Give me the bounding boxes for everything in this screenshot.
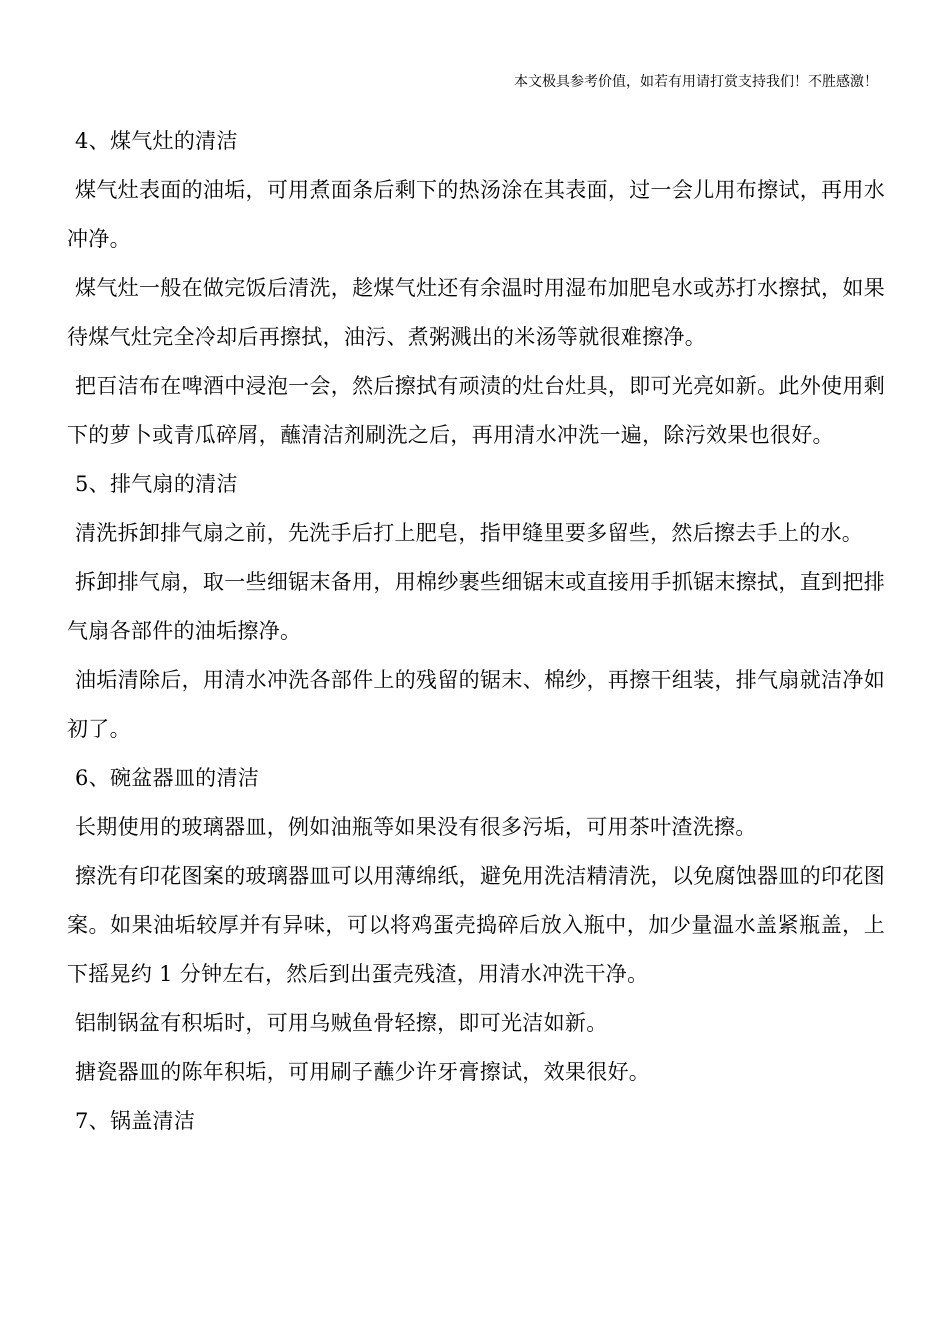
paragraph: 煤气灶一般在做完饭后清洗，趁煤气灶还有余温时用湿布加肥皂水或苏打水擦拭，如果待煤气灶完全冷却后再擦拭，油污、煮粥溅出的米汤等就很难擦净。 (67, 276, 885, 349)
section-heading-gas-stove: 4、煤气灶的清洁 (75, 129, 238, 153)
section-heading-pot-lid: 7、锅盖清洁 (75, 1109, 196, 1133)
paragraph: 煤气灶表面的油垢，可用煮面条后剩下的热汤涂在其表面，过一会儿用布擦试，再用水冲净。 (67, 178, 885, 251)
paragraph: 搪瓷器皿的陈年积垢，可用刷子蘸少许牙膏擦试，效果很好。 (75, 1060, 651, 1084)
paragraph: 把百洁布在啤酒中浸泡一会，然后擦拭有顽渍的灶台灶具，即可光亮如新。此外使用剩下的萝卜或青瓜碎屑，蘸清洁剂刷洗之后，再用清水冲洗一遍，除污效果也很好。 (67, 374, 885, 447)
paragraph: 擦洗有印花图案的玻璃器皿可以用薄绵纸，避免用洗洁精清洗，以免腐蚀器皿的印花图案。如果油垢较厚并有异味，可以将鸡蛋壳捣碎后放入瓶中，加少量温水盖紧瓶盖，上下摇晃约 1 分钟左右，然后到出蛋壳残渣，用清水冲洗干净。 (67, 864, 885, 986)
paragraph: 清洗拆卸排气扇之前，先洗手后打上肥皂，指甲缝里要多留些，然后擦去手上的水。 (75, 521, 864, 545)
section-heading-exhaust-fan: 5、排气扇的清洁 (75, 472, 238, 496)
document-body (67, 117, 885, 1146)
paragraph: 拆卸排气扇，取一些细锯末备用，用棉纱裹些细锯末或直接用手抓锯末擦拭，直到把排气扇各部件的油垢擦净。 (67, 570, 885, 643)
paragraph: 长期使用的玻璃器皿，例如油瓶等如果没有很多污垢，可用茶叶渣洗擦。 (75, 815, 757, 839)
section-heading-dishware: 6、碗盆器皿的清洁 (75, 766, 260, 790)
header-note: 本文极具参考价值，如若有用请打赏支持我们！不胜感激！ (514, 74, 878, 90)
paragraph: 油垢清除后，用清水冲洗各部件上的残留的锯末、棉纱，再擦干组装，排气扇就洁净如初了。 (67, 668, 885, 741)
paragraph: 铝制锅盆有积垢时，可用乌贼鱼骨轻擦，即可光洁如新。 (75, 1011, 608, 1035)
